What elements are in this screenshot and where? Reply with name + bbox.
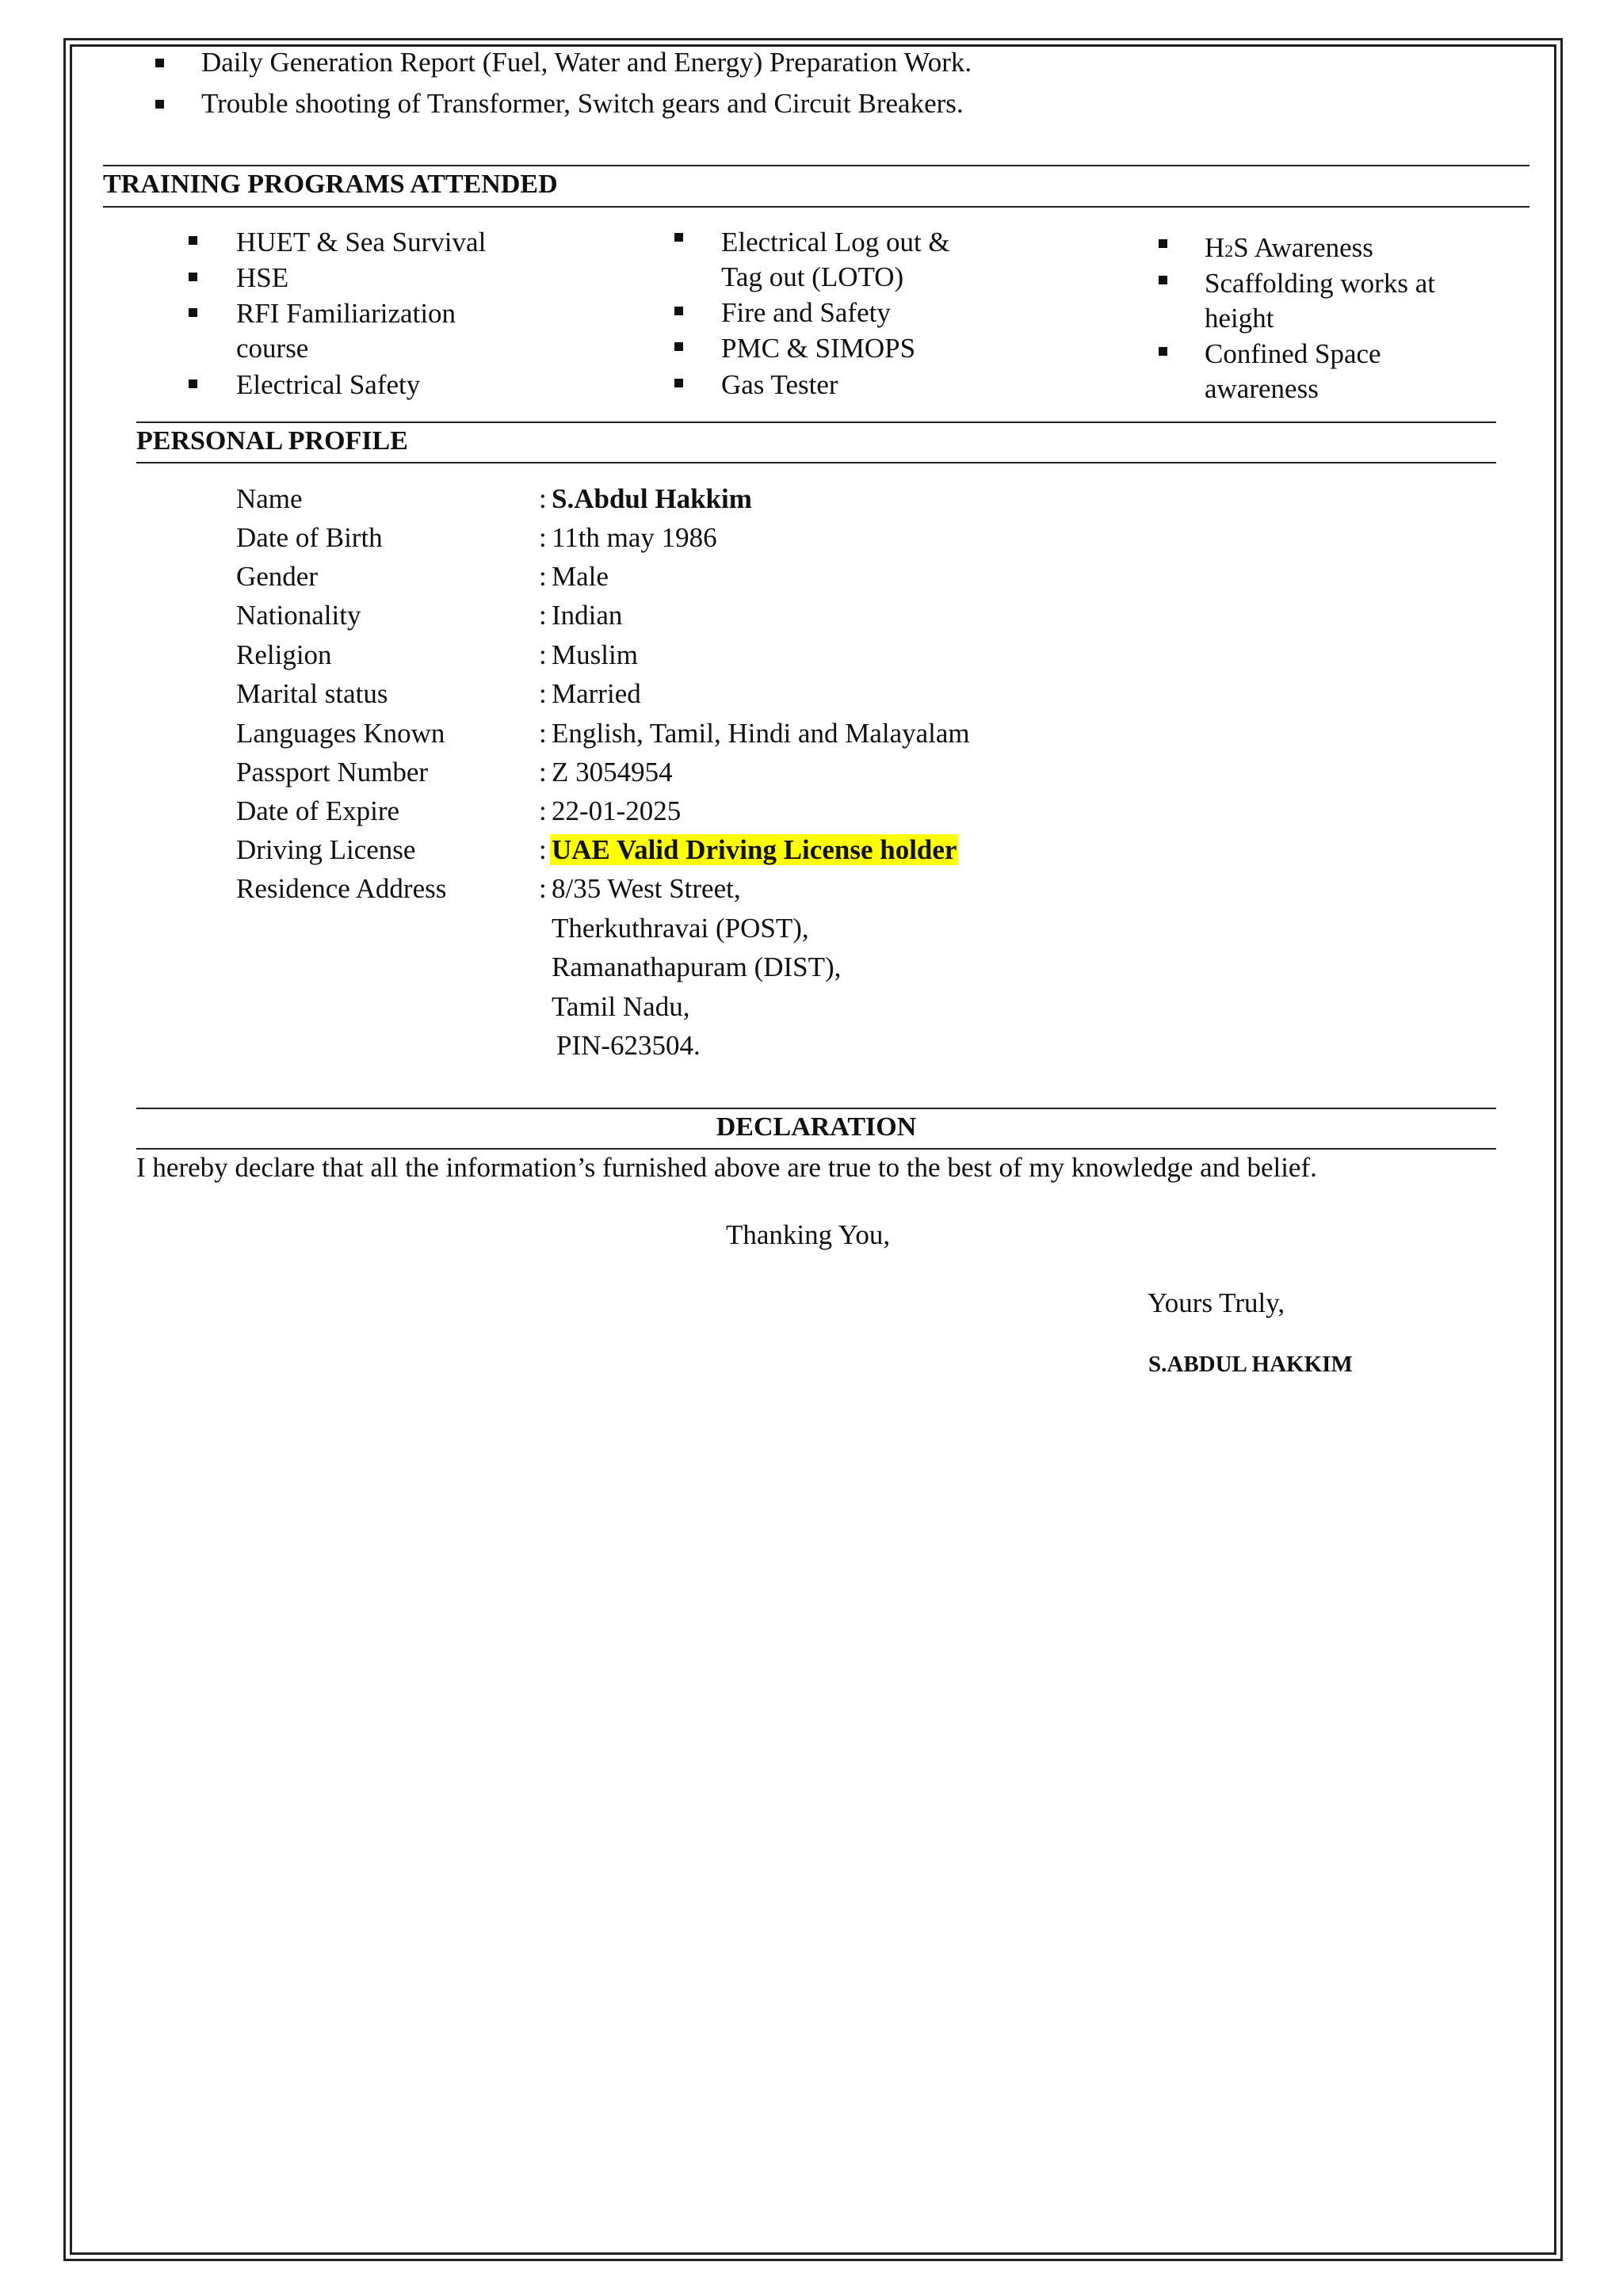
training-item-h2s (1205, 231, 1373, 269)
profile-label: Languages Known (236, 718, 445, 749)
declaration-heading: DECLARATION (716, 1112, 917, 1142)
profile-colon: : (539, 639, 547, 670)
profile-value: 8/35 West Street, (552, 873, 741, 904)
divider (136, 462, 1496, 463)
address-line: Tamil Nadu, (552, 991, 690, 1022)
h2s-prefix: H (1205, 232, 1225, 263)
bullet-icon (189, 379, 197, 388)
address-line: PIN-623504. (556, 1030, 701, 1061)
training-item-continued: course (236, 333, 309, 364)
address-line: Therkuthravai (POST), (552, 913, 809, 944)
profile-label: Driving License (236, 834, 416, 865)
profile-colon: : (539, 678, 547, 709)
training-heading: TRAINING PROGRAMS ATTENDED (103, 170, 558, 199)
thanking-text: Thanking You, (726, 1219, 891, 1250)
profile-value: 11th may 1986 (552, 522, 717, 553)
divider (136, 1108, 1496, 1109)
bullet-icon (155, 59, 164, 67)
profile-colon: : (539, 873, 547, 904)
bullet-icon (674, 307, 683, 315)
training-item: HUET & Sea Survival (236, 227, 487, 257)
profile-label: Name (236, 483, 303, 514)
profile-label: Passport Number (236, 757, 429, 788)
training-item: Confined Space (1205, 338, 1381, 369)
profile-value: Male (552, 561, 609, 592)
profile-heading: PERSONAL PROFILE (136, 426, 408, 456)
training-item-continued: Tag out (LOTO) (721, 261, 904, 292)
training-item: Gas Tester (721, 369, 838, 400)
work-item: Trouble shooting of Transformer, Switch gears and Circuit Breakers. (201, 88, 964, 119)
declaration-text: I hereby declare that all the information’s furnished above are true to the best of my knowledge and belief. (136, 1152, 1317, 1183)
profile-value: Married (552, 678, 641, 709)
profile-value: English, Tamil, Hindi and Malayalam (552, 718, 970, 749)
training-item: HSE (236, 262, 289, 293)
profile-label: Gender (236, 561, 319, 592)
profile-colon: : (539, 600, 547, 631)
profile-label: Marital status (236, 678, 388, 709)
h2s-subscript: 2 (1224, 241, 1234, 261)
bullet-icon (189, 273, 197, 281)
divider (136, 1148, 1496, 1150)
bullet-icon (189, 236, 197, 245)
highlighted-license-text: UAE Valid Driving License holder (552, 834, 957, 865)
profile-label: Date of Expire (236, 795, 400, 826)
work-item: Daily Generation Report (Fuel, Water and Energy) Preparation Work. (201, 47, 972, 78)
training-item: RFI Familiarization (236, 298, 456, 329)
profile-colon: : (539, 718, 547, 749)
bullet-icon (1159, 276, 1167, 284)
profile-colon: : (539, 757, 547, 788)
bullet-icon (1159, 239, 1167, 248)
h2s-suffix: S Awareness (1233, 232, 1373, 263)
divider (103, 206, 1529, 208)
profile-label: Nationality (236, 600, 361, 631)
training-item: Fire and Safety (721, 297, 891, 328)
divider (136, 421, 1496, 423)
profile-value: S.Abdul Hakkim (552, 483, 752, 514)
profile-colon: : (539, 483, 547, 514)
training-item-continued: height (1205, 303, 1274, 334)
training-item: Electrical Safety (236, 369, 421, 400)
profile-value: 22-01-2025 (552, 795, 682, 826)
profile-value (550, 834, 958, 866)
bullet-icon (674, 342, 683, 351)
profile-colon: : (539, 834, 547, 865)
signature-name: S.ABDUL HAKKIM (1148, 1352, 1353, 1377)
profile-value: Indian (552, 600, 623, 631)
training-item-continued: awareness (1205, 373, 1319, 404)
divider (103, 165, 1529, 166)
profile-value: Z 3054954 (552, 757, 673, 788)
profile-colon: : (539, 795, 547, 826)
bullet-icon (674, 233, 683, 242)
profile-colon: : (539, 522, 547, 553)
bullet-icon (189, 308, 197, 317)
training-item: Scaffolding works at (1205, 268, 1435, 299)
profile-label: Date of Birth (236, 522, 383, 553)
bullet-icon (155, 100, 164, 109)
training-item: PMC & SIMOPS (721, 333, 916, 364)
profile-value: Muslim (552, 639, 638, 670)
bullet-icon (674, 379, 683, 387)
closing-text: Yours Truly, (1148, 1287, 1285, 1318)
bullet-icon (1159, 347, 1167, 356)
profile-colon: : (539, 561, 547, 592)
profile-label: Residence Address (236, 873, 447, 904)
profile-label: Religion (236, 639, 332, 670)
training-item: Electrical Log out & (721, 227, 950, 257)
address-line: Ramanathapuram (DIST), (552, 952, 842, 982)
